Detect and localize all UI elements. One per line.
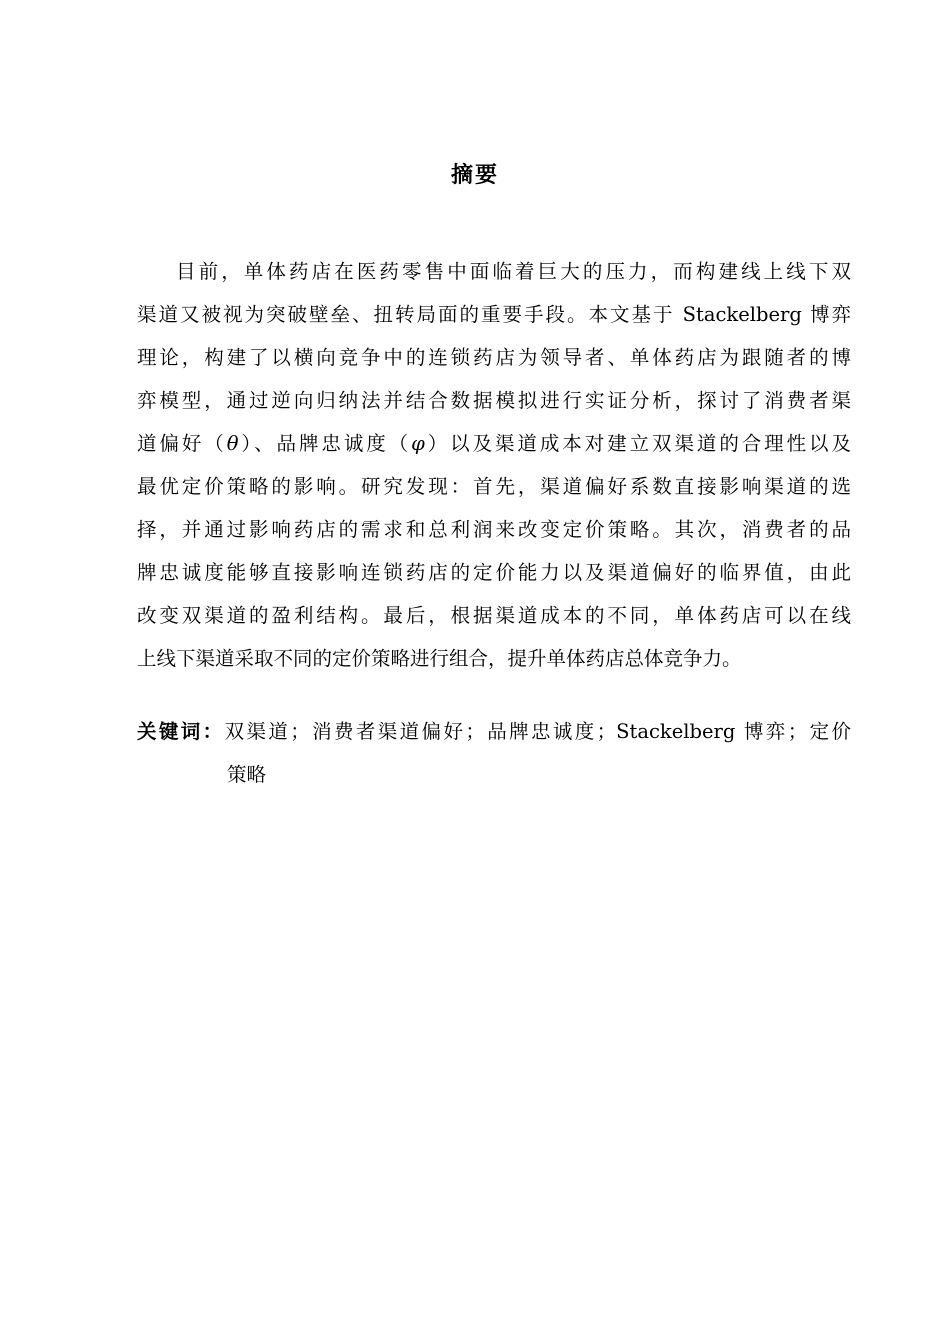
keywords-text: 双渠道；消费者渠道偏好；品牌忠诚度；Stackelberg 博弈；定价 <box>224 720 851 743</box>
theta-symbol: θ <box>226 432 239 455</box>
abstract-line: 最优定价策略的影响。研究发现：首先，渠道偏好系数直接影响渠道的选 <box>137 475 851 498</box>
abstract-line: 渠道又被视为突破壁垒、扭转局面的重要手段。本文基于 Stackelberg 博弈 <box>137 303 851 326</box>
abstract-line: 理论，构建了以横向竞争中的连锁药店为领导者、单体药店为跟随者的博 <box>137 346 851 369</box>
abstract-body <box>137 250 851 680</box>
keywords-label: 关键词： <box>137 720 225 743</box>
abstract-line: 道偏好（θ）、品牌忠诚度（φ）以及渠道成本对建立双渠道的合理性以及 <box>137 432 851 455</box>
abstract-line: 择，并通过影响药店的需求和总利润来改变定价策略。其次，消费者的品 <box>137 518 851 541</box>
abstract-line: 目前，单体药店在医药零售中面临着巨大的压力，而构建线上线下双 <box>176 260 851 283</box>
abstract-line: 上线下渠道采取不同的定价策略进行组合，提升单体药店总体竞争力。 <box>137 647 742 670</box>
abstract-line: 改变双渠道的盈利结构。最后，根据渠道成本的不同，单体药店可以在线 <box>137 604 851 627</box>
page-title: 摘要 <box>450 163 499 188</box>
keywords-section <box>137 710 851 796</box>
phi-symbol: φ <box>411 432 425 455</box>
keywords-row <box>137 710 851 753</box>
keywords-continuation: 策略 <box>227 763 267 786</box>
abstract-line: 弈模型，通过逆向归纳法并结合数据模拟进行实证分析，探讨了消费者渠 <box>137 389 851 412</box>
abstract-line: 牌忠诚度能够直接影响连锁药店的定价能力以及渠道偏好的临界值，由此 <box>137 561 851 584</box>
